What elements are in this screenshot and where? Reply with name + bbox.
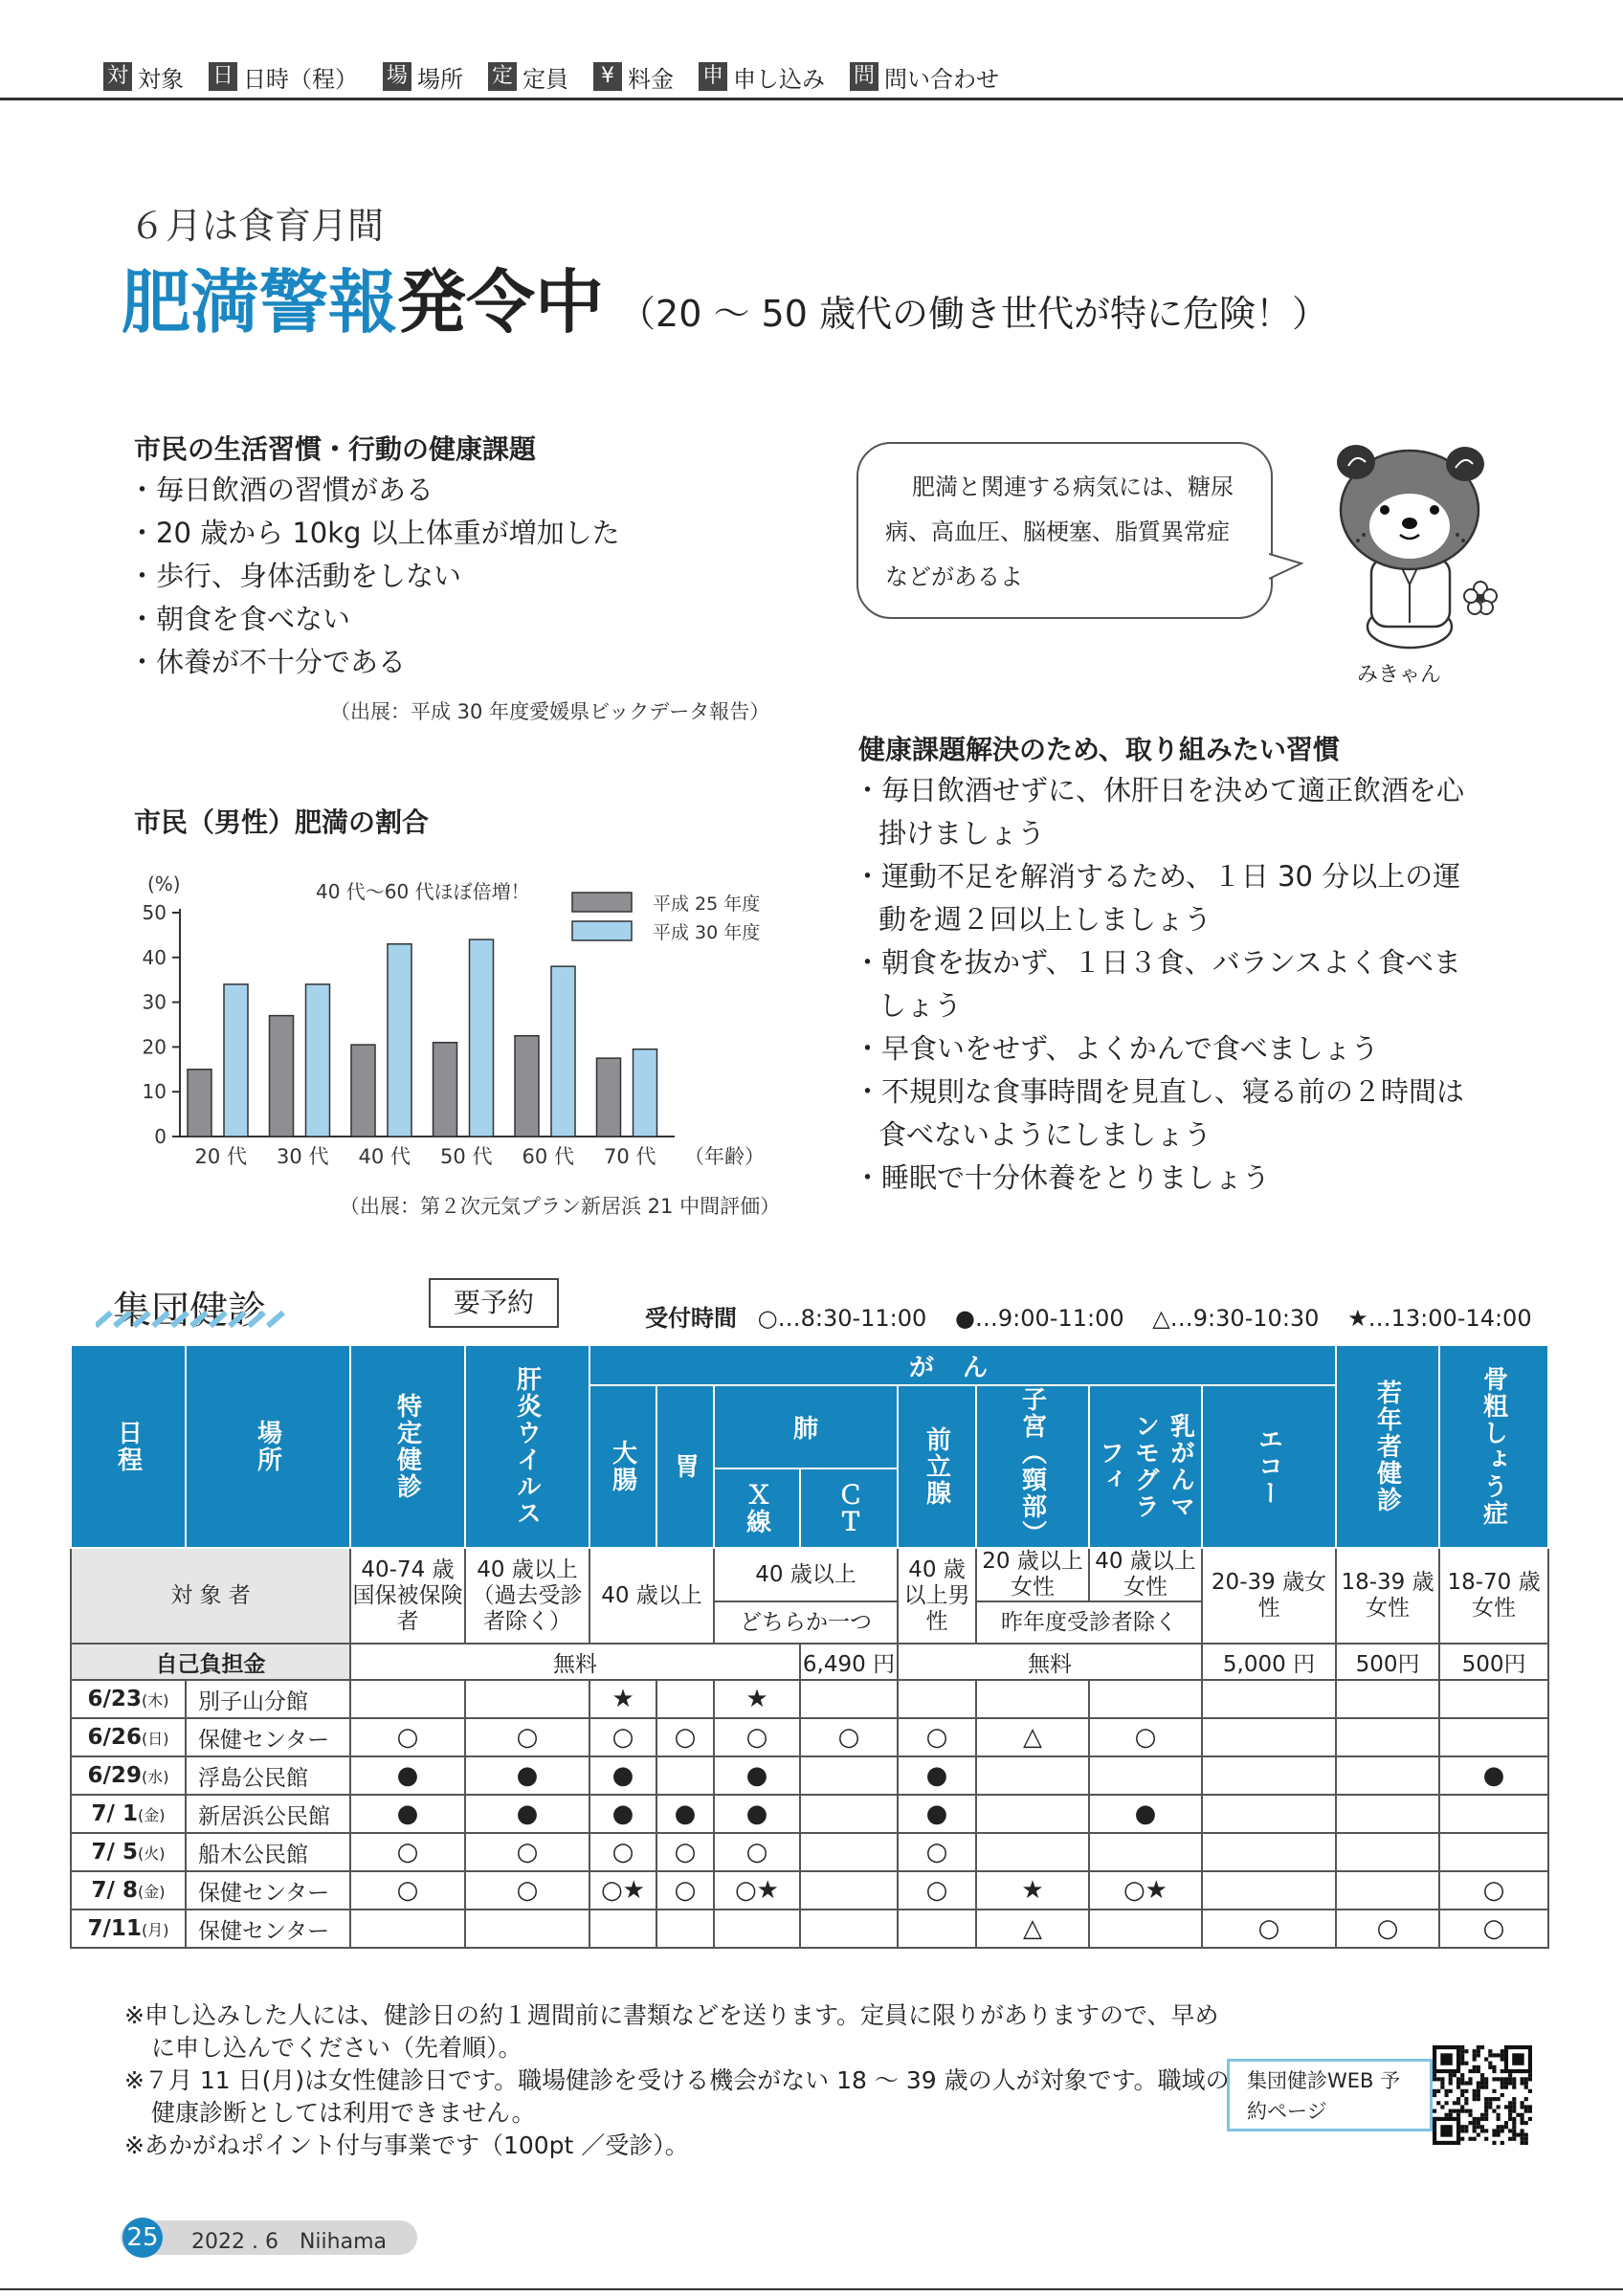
hours-label: 受付時間 [645,1305,737,1332]
schedule-cell: ● [1439,1756,1548,1795]
target-hepatitis: 40 歳以上（過去受診者除く） [465,1548,589,1644]
schedule-cell: ● [350,1795,465,1833]
row-date [71,1680,186,1718]
schedule-cell: ● [714,1795,800,1833]
schedule-cell: ★ [589,1680,656,1718]
header-osteoporosis-label: 骨粗しょう症 [1478,1366,1508,1527]
legend-item [103,60,184,94]
header-hepatitis-label: 肝炎ウイルス [512,1366,542,1527]
row-date-value: 6/26 [87,1725,142,1750]
row-place: 別子山分館 [186,1680,350,1718]
cost-free-women: 無料 [898,1644,1202,1680]
header-mammography [1089,1385,1202,1548]
bar [351,1045,375,1137]
hours-item: △…9:30-10:30 [1152,1305,1320,1332]
schedule-cell: ○ [350,1718,465,1756]
chart-annotation: 40 代～60 代ほぼ倍増！ [316,880,530,903]
legend-item [593,60,674,94]
schedule-cell: ○ [656,1718,714,1756]
cost-label: 自己負担金 [71,1644,350,1680]
list-item: ・ 運動不足を解消するため、１日 30 分以上の運動を週２回以上しましょう [854,855,1485,941]
header-stomach-label: 胃 [670,1453,700,1480]
header-xray-label: Ｘ線 [742,1481,771,1535]
schedule-cell [976,1680,1089,1718]
table-row [71,1718,1548,1756]
target-osteoporosis: 18-70 歳女性 [1439,1548,1548,1644]
schedule-cell [656,1910,714,1948]
header-place [186,1345,350,1548]
schedule-cell: ○ [1439,1871,1548,1910]
cost-free: 無料 [350,1644,800,1680]
schedule-cell [800,1795,898,1833]
row-date-value: 7/11 [87,1916,142,1941]
legend-item [209,60,358,94]
x-tick-label: 60 代 [522,1145,574,1168]
issues-source: （出展：平成 30 年度愛媛県ビックデータ報告） [330,700,770,723]
header-mammography-label: 乳がんマンモグラフィ [1095,1413,1195,1520]
target-lung-note: どちらか一つ [714,1601,898,1644]
row-date [71,1833,186,1871]
schedule-cell [1089,1756,1202,1795]
bar [188,1070,211,1137]
schedule-cell: ● [1089,1795,1202,1833]
target-cervical: 20 歳以上女性 [976,1548,1089,1601]
exam-schedule-table [70,1344,1549,1949]
legend-label: 料金 [628,65,674,93]
title-highlight: 肥満警報 [122,262,398,342]
schedule-cell: ● [465,1756,589,1795]
chart-heading: 市民（男性）肥満の割合 [134,806,430,838]
row-date [71,1871,186,1910]
schedule-cell: ★ [976,1871,1089,1910]
header-lung [714,1385,898,1468]
cost-ct: 6,490 円 [800,1644,898,1680]
speech-bubble: 肥満と関連する病気には、糖尿病、高血圧、脳梗塞、脂質異常症などがあるよ [856,442,1273,619]
legend-icon: 対 [103,62,132,91]
header-young-label: 若年者健診 [1372,1380,1402,1513]
schedule-cell: ○ [656,1871,714,1910]
schedule-cell [589,1910,656,1948]
schedule-cell [800,1680,898,1718]
target-mammography: 40 歳以上女性 [1089,1548,1202,1601]
top-divider [0,98,1623,100]
row-date-value: 6/23 [87,1687,142,1711]
list-item: ・ 歩行、身体活動をしない [128,555,620,598]
schedule-cell: ○ [656,1833,714,1871]
schedule-cell [800,1910,898,1948]
header-date-label: 日程 [113,1420,143,1473]
header-ct [800,1468,898,1548]
bar [597,1058,621,1137]
schedule-cell: ● [350,1756,465,1795]
x-tick-label: 50 代 [440,1145,493,1168]
schedule-cell [350,1910,465,1948]
legend-item [383,60,463,94]
schedule-cell [1439,1718,1548,1756]
schedule-cell [1439,1680,1548,1718]
legend-swatch [572,921,632,940]
header-tokutei [350,1345,465,1548]
y-tick-label: 50 [142,901,167,924]
schedule-cell: ○ [898,1718,976,1756]
row-date [71,1718,186,1756]
legend-icon: 場 [383,62,411,91]
row-place: 保健センター [186,1871,350,1910]
target-young: 18-39 歳女性 [1336,1548,1439,1644]
schedule-cell [1202,1833,1336,1871]
bar [434,1043,457,1137]
schedule-cell: ○ [350,1833,465,1871]
legend-label: 日時（程） [243,65,358,93]
qr-code-icon[interactable] [1433,2045,1532,2145]
schedule-cell [1202,1680,1336,1718]
header-lung-label: 肺 [792,1415,818,1445]
schedule-cell: ○ [1089,1718,1202,1756]
x-tick-label: 30 代 [277,1145,329,1168]
header-echo-label: エコー [1254,1426,1283,1507]
row-place: 船木公民館 [186,1833,350,1871]
row-date-value: 7/ 1 [91,1801,138,1826]
legend-label: 定員 [522,65,568,93]
table-row [71,1910,1548,1948]
schedule-cell: ● [465,1795,589,1833]
issue-label: 2022 . 6 Niihama [191,2230,387,2254]
header-tokutei-label: 特定健診 [392,1393,422,1500]
list-item: ・ 休養が不十分である [128,641,620,684]
target-echo: 20-39 歳女性 [1202,1548,1336,1644]
schedule-cell: ● [589,1756,656,1795]
schedule-cell [800,1871,898,1910]
header-prostate [898,1385,976,1548]
legend-icon: 問 [850,62,878,91]
schedule-cell [1202,1795,1336,1833]
schedule-cell: ○ [350,1871,465,1910]
title-main: 発令中 [397,262,605,342]
schedule-cell: ○ [800,1718,898,1756]
schedule-cell: ● [589,1795,656,1833]
legend-item [699,60,825,94]
schedule-cell: ○ [898,1871,976,1910]
target-lung: 40 歳以上 [714,1548,898,1601]
schedule-cell [1089,1833,1202,1871]
title-note: （20 ～ 50 歳代の働き世代が特に危険！） [619,293,1328,335]
header-cancer [589,1345,1336,1385]
schedule-cell: ● [714,1756,800,1795]
y-tick-label: 40 [142,945,167,969]
list-item: ・ 20 歳から 10kg 以上体重が増加した [128,512,620,555]
schedule-cell [976,1756,1089,1795]
x-axis-label: （年齢） [684,1145,765,1168]
schedule-cell [898,1680,976,1718]
header-cervical-label: 子宮（頸部） [1017,1386,1047,1547]
legend-icon: ¥ [593,62,622,91]
schedule-cell [800,1833,898,1871]
y-tick-label: 30 [142,990,167,1014]
table-row [71,1756,1548,1795]
list-item: ・ 毎日飲酒せずに、休肝日を決めて適正飲酒を心掛けましょう [854,769,1485,855]
page-title [122,247,1328,346]
header-echo [1202,1385,1336,1548]
legend-label: 平成 30 年度 [653,922,761,943]
row-date [71,1756,186,1795]
schedule-cell [1336,1795,1439,1833]
mascot-illustration [1316,435,1507,651]
reception-hours [645,1299,1553,1333]
header-cancer-label: がん [909,1353,1017,1382]
schedule-cell: ○ [898,1833,976,1871]
y-tick-label: 10 [142,1080,167,1104]
cost-osteoporosis: 500円 [1439,1644,1548,1680]
schedule-cell [1439,1833,1548,1871]
schedule-cell [1336,1680,1439,1718]
legend-icon: 日 [209,62,237,91]
header-hepatitis [465,1345,589,1548]
schedule-cell: ○ [589,1833,656,1871]
legend-bar [103,57,999,96]
legend-icon: 申 [699,62,727,91]
header-place-label: 場所 [253,1420,282,1473]
page-number: 25 [122,2218,163,2258]
row-place: 保健センター [186,1910,350,1948]
legend-label: 平成 25 年度 [653,894,761,915]
legend-item [488,60,568,94]
schedule-cell: ○★ [1089,1871,1202,1910]
hours-item: ●…9:00-11:00 [954,1305,1124,1332]
schedule-cell [1336,1833,1439,1871]
header-colon [589,1385,656,1548]
issues-heading: 市民の生活習慣・行動の健康課題 [134,433,537,465]
row-weekday: (金) [137,1883,166,1901]
schedule-cell [714,1910,800,1948]
y-tick-label: 0 [154,1125,167,1148]
schedule-cell [1336,1871,1439,1910]
legend-label: 問い合わせ [884,65,999,93]
mascot-name: みきゃん [1357,663,1442,687]
schedule-cell [976,1833,1089,1871]
schedule-cell: ○ [1202,1910,1336,1948]
bar [515,1036,539,1137]
exam-title: 集団健診 [113,1289,266,1333]
schedule-cell [465,1680,589,1718]
legend-swatch [572,893,632,912]
row-date-value: 7/ 5 [91,1840,138,1865]
row-date [71,1795,186,1833]
subtitle: ６月は食育月間 [129,205,385,247]
cost-young: 500円 [1336,1644,1439,1680]
list-item: ・ 朝食を抜かず、１日３食、バランスよく食べましょう [854,941,1485,1027]
bar [388,944,411,1137]
schedule-cell [1336,1756,1439,1795]
obesity-bar-chart [124,856,794,1181]
list-item: ・ 不規則な食事時間を見直し、寝る前の２時間は食べないようにしましょう [854,1071,1485,1157]
table-row [71,1795,1548,1833]
legend-icon: 定 [488,62,517,91]
schedule-cell [656,1756,714,1795]
note-item: ※あかがねポイント付与事業です（100pt ／受診）。 [124,2131,689,2159]
row-weekday: (金) [137,1806,166,1824]
schedule-cell [898,1910,976,1948]
schedule-cell: ● [898,1756,976,1795]
schedule-cell [1336,1718,1439,1756]
row-weekday: (日) [141,1730,169,1748]
legend-item [850,60,999,94]
y-axis-label: (%) [147,872,181,895]
schedule-cell [1089,1910,1202,1948]
header-xray [714,1468,800,1548]
header-young [1336,1345,1439,1548]
cost-echo: 5,000 円 [1202,1644,1336,1680]
row-date [71,1910,186,1948]
schedule-cell [350,1680,465,1718]
schedule-cell: ● [656,1795,714,1833]
y-tick-label: 20 [142,1035,167,1059]
x-tick-label: 40 代 [358,1145,411,1168]
header-stomach [656,1385,714,1548]
legend-label: 対象 [138,65,184,93]
header-ct-label: ＣＴ [834,1481,863,1535]
target-tokutei: 40-74 歳国保被保険者 [350,1548,465,1644]
reservation-required-badge: 要予約 [429,1278,559,1328]
target-colon-stomach: 40 歳以上 [589,1548,714,1644]
row-weekday: (火) [137,1844,166,1863]
schedule-cell: ○ [589,1718,656,1756]
row-weekday: (木) [141,1691,169,1710]
bar [270,1016,294,1137]
schedule-cell: ○ [465,1833,589,1871]
list-item: ・ 朝食を食べない [128,598,620,641]
row-weekday: (水) [141,1768,169,1786]
note-item: ※７月 11 日(月)は女性健診日です。職場健診を受ける機会がない 18 ～ 39 歳の人が対象です。職域の健康診断としては利用できません。 [124,2066,1230,2127]
bar [551,966,575,1137]
bubble-tail [1269,550,1303,588]
row-place: 浮島公民館 [186,1756,350,1795]
schedule-cell: △ [976,1910,1089,1948]
schedule-cell: ○ [714,1833,800,1871]
schedule-cell: △ [976,1718,1089,1756]
list-item: ・ 早食いをせず、よくかんで食べましょう [854,1027,1485,1071]
chart-source: （出展：第２次元気プラン新居浜 21 中間評価） [340,1195,781,1218]
bar [306,984,330,1137]
legend-label: 場所 [417,65,463,93]
schedule-cell: ○★ [714,1871,800,1910]
habits-heading: 健康課題解決のため、取り組みたい習慣 [858,734,1340,765]
header-date [71,1345,186,1548]
row-place: 新居浜公民館 [186,1795,350,1833]
schedule-cell [976,1795,1089,1833]
schedule-cell [1439,1795,1548,1833]
schedule-cell: ○★ [589,1871,656,1910]
list-item: ・ 睡眠で十分休養をとりましょう [854,1157,1485,1200]
hours-item: ★…13:00-14:00 [1347,1305,1532,1332]
notes [124,1999,1233,2162]
schedule-cell [1202,1756,1336,1795]
bottom-divider [0,2288,1623,2290]
target-prostate: 40 歳以上男性 [898,1548,976,1644]
schedule-cell [1202,1718,1336,1756]
header-cervical [976,1385,1089,1548]
x-tick-label: 20 代 [194,1145,247,1168]
schedule-cell [800,1756,898,1795]
schedule-cell: ○ [465,1718,589,1756]
target-women-note: 昨年度受診者除く [976,1601,1202,1644]
schedule-cell: ○ [714,1718,800,1756]
bar [470,939,494,1137]
hours-item: ○…8:30-11:00 [757,1305,927,1332]
web-reservation-link[interactable]: 集団健診WEB 予約ページ [1227,2059,1433,2131]
table-row [71,1833,1548,1871]
row-place: 保健センター [186,1718,350,1756]
schedule-cell: ★ [714,1680,800,1718]
bar [224,984,248,1137]
target-label: 対 象 者 [71,1548,350,1644]
table-row [71,1680,1548,1718]
list-item: ・ 毎日飲酒の習慣がある [128,469,620,512]
header-prostate-label: 前立腺 [922,1426,951,1507]
habits-list [854,769,1485,1200]
note-item: ※申し込みした人には、健診日の約１週間前に書類などを送ります。定員に限りがありますので、早めに申し込んでください（先着順）。 [124,2001,1219,2062]
row-date-value: 7/ 8 [91,1878,138,1903]
schedule-cell [1089,1680,1202,1718]
row-date-value: 6/29 [87,1763,142,1788]
row-weekday: (月) [141,1921,169,1939]
schedule-cell: ○ [1439,1910,1548,1948]
schedule-cell: ○ [465,1871,589,1910]
x-tick-label: 70 代 [604,1145,656,1168]
legend-label: 申し込み [733,65,825,93]
schedule-cell [1202,1871,1336,1910]
title-underline-decoration [96,1309,297,1330]
issues-list [128,469,620,684]
schedule-cell [656,1680,714,1718]
schedule-cell: ○ [1336,1910,1439,1948]
schedule-cell: ● [898,1795,976,1833]
bar [634,1049,657,1137]
header-osteoporosis [1439,1345,1548,1548]
schedule-cell [465,1910,589,1948]
table-row [71,1871,1548,1910]
header-colon-label: 大腸 [608,1440,637,1493]
